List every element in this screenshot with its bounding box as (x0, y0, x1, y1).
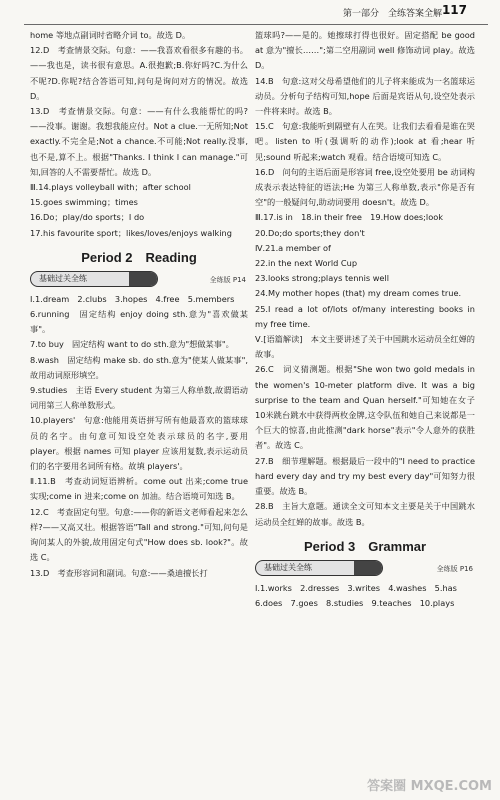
answer-item: 篮球吗?——是的。她擦球打得也很好。固定搭配 be good at 意为"擅长……";第二空用副词 well 修饰动词 play。故选 D。 (255, 30, 475, 71)
answer-item: 28.B 主旨大意题。通读全文可知本文主要是关于中国跳水运动员全红婵的故事。故选 B。 (255, 501, 475, 527)
answer-item: 26.C 词义猜测题。根据"She won two gold medals in the women's 10-meter platform dive. It was a big surprise to the team and Quan herself."可知她在女子10米跳台跳水中获得两枚金牌,这令队伍和她自己来说都是一个巨大的惊喜,由此推测"dark horse"表示"令人意外的获胜者"。故选 C。 (255, 364, 475, 451)
answer-item: home 等地点副词时省略介词 to。故选 D。 (30, 30, 191, 40)
answer-item: 10.players' 句意:他能用英语拼写所有他最喜欢的篮球球员的名字。由句意可知设空处表示球员的名字,要用 player。根据 names 可知 player 应该用复数,表示运动员们的名字要用名词所有格。故填 players'。 (30, 415, 248, 472)
answer-item: 15.C 句意:我能听到隔壁有人在哭。让我们去看看是谁在哭吧。listen to 听(强调听的动作);look at 看;hear 听见;sound 听起来;watch 观看。结合语境可知选 C。 (255, 121, 475, 162)
period-2-badge-row (30, 270, 248, 288)
period-3-badge-row (255, 559, 475, 577)
answer-item: 13.D 考查情景交际。句意：——有什么我能帮忙的吗?——没事。谢谢。我想我能应付。Not a clue.一无所知;Not exactly.不完全是;Not a chance.不可能;Not really.没事,也不是,算不上。根据"Thanks. I think I can manage."可知,回答的人不需要帮忙。故选 D。 (30, 106, 248, 177)
page-reference: 全练版 P16 (436, 564, 473, 573)
left-column (30, 28, 248, 581)
answer-item: 12.D 考查情景交际。句意：——我喜欢看很多有趣的书。——我也是，读书很有意思。A.很抱歉;B.你好吗?C.为什么不呢?D.你呢?结合答语可知,问句是询问对方的情况。故选 D。 (30, 45, 248, 101)
answer-item: 6.does 7.goes 8.studies 9.teaches 10.plays (255, 597, 455, 608)
answer-item: Ⅰ.1.dream 2.clubs 3.hopes 4.free 5.members (30, 293, 235, 304)
answer-item: 23.looks strong;plays tennis well (255, 273, 389, 284)
answer-item: 8.wash 固定结构 make sb. do sth.意为"使某人做某事",故用动词原形填空。 (30, 354, 248, 380)
practice-badge (30, 271, 158, 287)
answer-item: 9.studies 主语 Every student 为第三人称单数,故谓语动词用第三人称单数形式。 (30, 385, 248, 411)
answer-item: Ⅰ.1.works 2.dresses 3.writes 4.washes 5.has (255, 582, 457, 593)
page-number: 117 (441, 3, 467, 17)
practice-badge (255, 560, 383, 576)
badge-label: 基础过关全练 (39, 273, 87, 283)
answer-item: 7.to buy 固定结构 want to do sth.意为"想做某事"。 (30, 339, 234, 350)
answer-item: Ⅲ.14.plays volleyball with；after school (30, 182, 191, 193)
period-3-title: Period 3 Grammar (303, 538, 427, 554)
badge-label: 基础过关全练 (264, 562, 312, 572)
badge-accent (354, 561, 382, 575)
answer-item: Ⅱ.11.B 考查动词短语辨析。come out 出来;come true 实现;come in 进来;come on 加油。结合语境可知选 B。 (30, 476, 248, 502)
answer-item: 6.running 固定结构 enjoy doing sth.意为"喜欢做某事"。 (30, 309, 248, 335)
section-label: 第一部分 全练答案全解 (342, 9, 442, 19)
answer-item: 22.in the next World Cup (255, 258, 358, 269)
answer-item: 13.D 考查形容词和副词。句意:——桑迪擅长打 (30, 567, 208, 578)
watermark-logo: 答案圈 MXQE.COM (367, 779, 492, 794)
header-divider (24, 24, 488, 25)
answer-item: 16.D 问句的主语后面是形容词 free,设空处要用 be 动词构成表示表达特征的语法;He 为第三人称单数,表示"你是否有空"的一般疑问句,助动词要用 doesn't。故选 D。 (255, 166, 475, 208)
answer-item: 14.B 句意:这对父母希望他们的儿子将来能成为一名篮球运动员。分析句子结构可知,hope 后面是宾语从句,设空处表示一件将来时。故选 B。 (255, 75, 475, 117)
answer-item: 20.Do;do sports;they don't (255, 227, 365, 238)
right-column (255, 28, 475, 611)
answer-item: 25.I read a lot of/lots of/many interesting books in my free time. (255, 303, 475, 329)
answer-item: 27.B 细节理解题。根据最后一段中的"I need to practice hard every day and try my best every day"可知努力很重要。故选 B。 (255, 455, 475, 497)
answer-item: Ⅴ.[语篇解读] 本文主要讲述了关于中国跳水运动员全红婵的故事。 (255, 334, 475, 360)
answer-item: 15.goes swimming；times (30, 197, 138, 208)
badge-accent (129, 272, 157, 286)
answer-item: 17.his favourite sport；likes/loves/enjoys walking (30, 227, 232, 238)
answer-item: Ⅳ.21.a member of (255, 242, 331, 253)
answer-item: 12.C 考查固定句型。句意:——你的新语文老师看起来怎么样?——又高又壮。根据答语"Tall and strong."可知,问句是询问某人的外貌,故用固定句式"How does sb. look?"。故选 C。 (30, 506, 248, 563)
page-reference: 全练版 P14 (209, 275, 246, 284)
period-2-title: Period 2 Reading (81, 249, 197, 265)
answer-item: 16.Do；play/do sports；I do (30, 212, 145, 223)
page-header (0, 0, 500, 30)
answer-item: 24.My mother hopes (that) my dream comes true. (255, 288, 462, 299)
answer-item: Ⅲ.17.is in 18.in their free 19.How does;look (255, 212, 443, 223)
